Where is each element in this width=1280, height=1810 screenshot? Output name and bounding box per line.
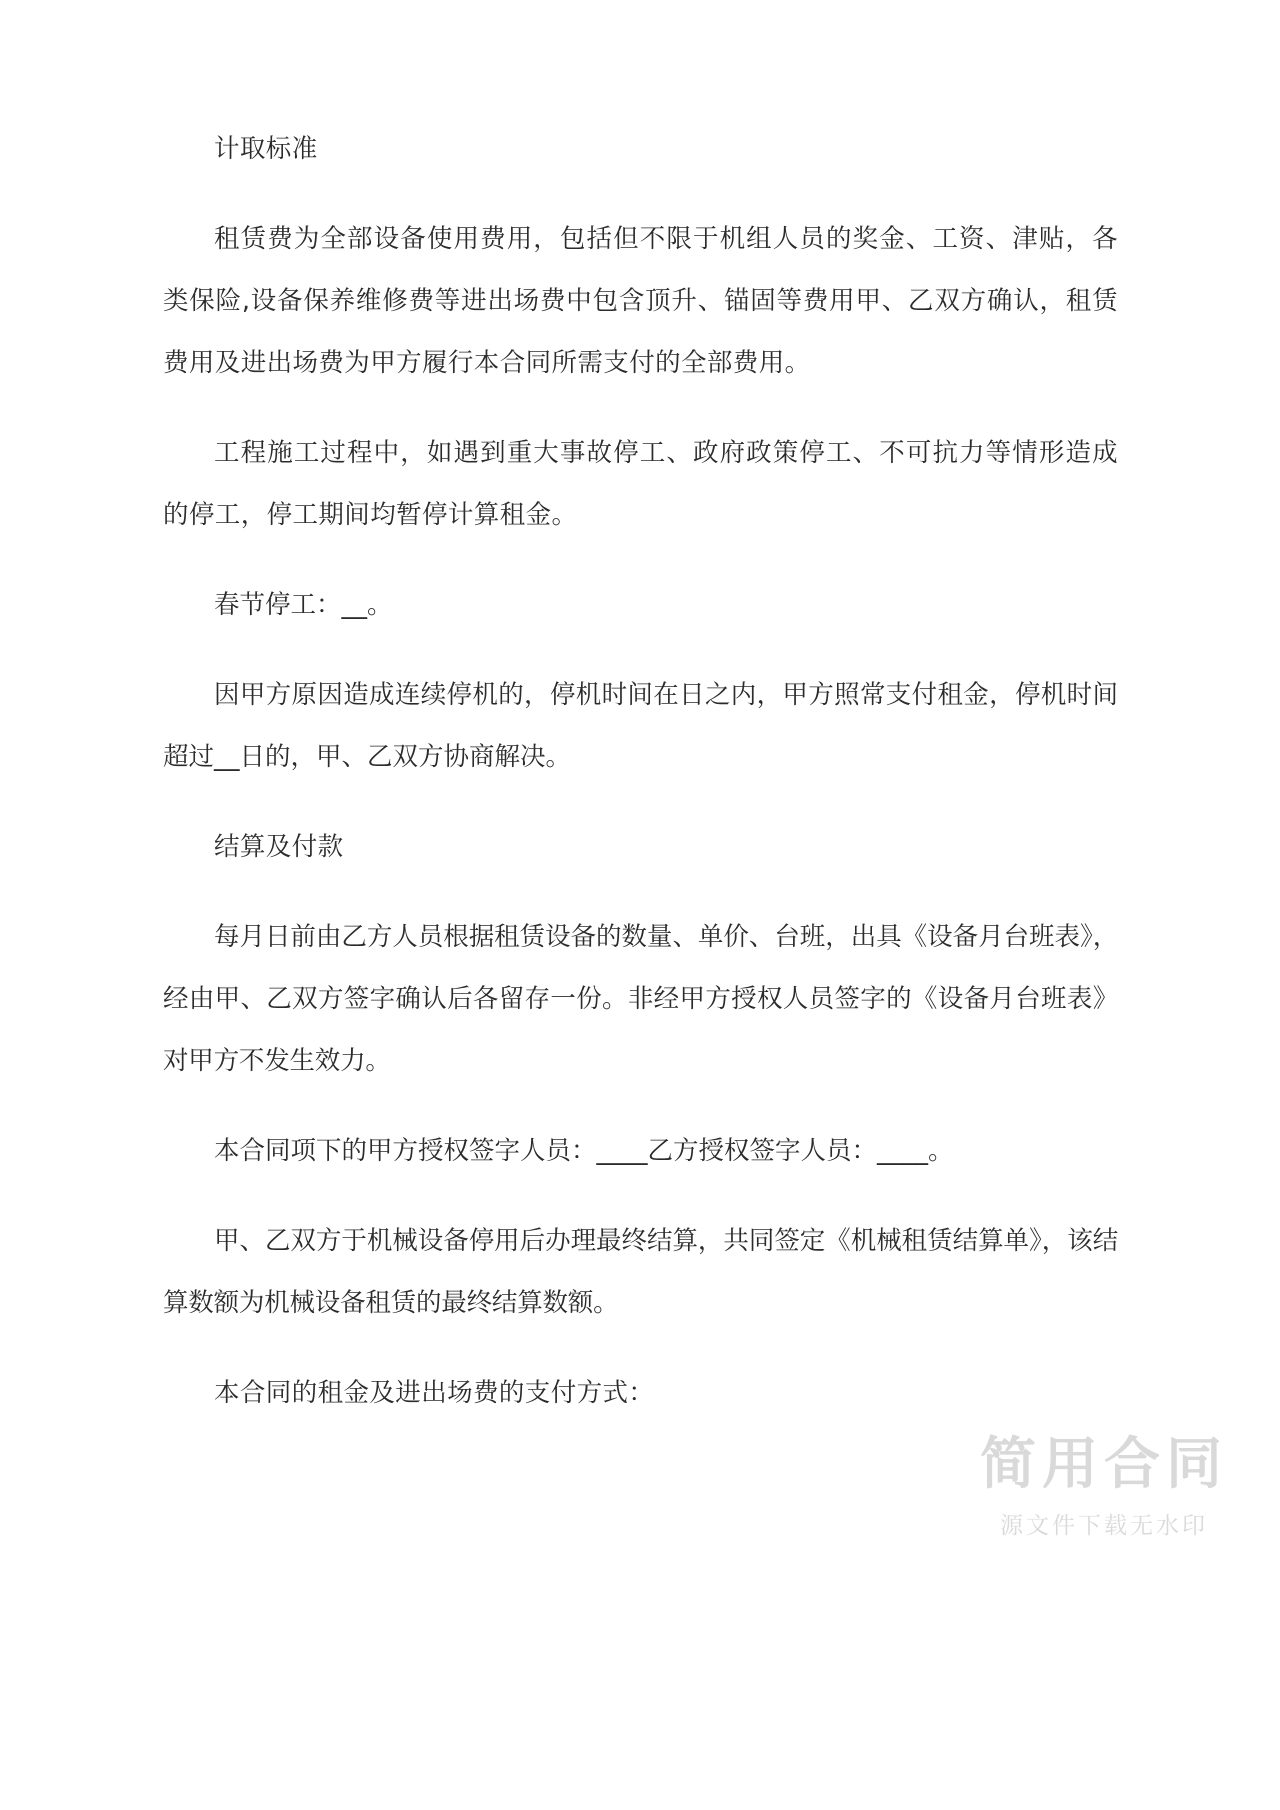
section-heading-settlement-and-payment: 结算及付款 bbox=[214, 832, 344, 862]
section-heading-calculation-standard: 计取标准 bbox=[214, 134, 318, 164]
paragraph-final-settlement: 甲、乙双方于机械设备停用后办理最终结算，共同签定《机械租赁结算单》，该结算数额为机械设备租赁的最终结算数额。 bbox=[163, 1226, 1118, 1318]
paragraph-rental-fee-scope: 租赁费为全部设备使用费用，包括但不限于机组人员的奖金、工资、津贴，各类保险,设备保养维修费等进出场费中包含顶升、锚固等费用甲、乙双方确认，租赁费用及进出场费为甲方履行本合同所需支付的全部费用。 bbox=[163, 224, 1118, 378]
paragraph-spring-festival-stoppage: 春节停工：__。 bbox=[214, 590, 393, 620]
paragraph-monthly-shift-sheet: 每月日前由乙方人员根据租赁设备的数量、单价、台班，出具《设备月台班表》，经由甲、乙双方签字确认后各留存一份。非经甲方授权人员签字的《设备月台班表》对甲方不发生效力。 bbox=[163, 922, 1118, 1076]
paragraph-payment-method: 本合同的租金及进出场费的支付方式： bbox=[214, 1378, 655, 1408]
paragraph-authorized-signatories: 本合同项下的甲方授权签字人员：____乙方授权签字人员：____。 bbox=[214, 1136, 954, 1166]
paragraph-work-stoppage: 工程施工过程中，如遇到重大事故停工、政府政策停工、不可抗力等情形造成的停工，停工期间均暂停计算租金。 bbox=[163, 438, 1118, 530]
paragraph-party-a-downtime: 因甲方原因造成连续停机的，停机时间在日之内，甲方照常支付租金，停机时间超过__日的，甲、乙双方协商解决。 bbox=[163, 680, 1118, 772]
watermark-brand-text: 简用合同 bbox=[980, 1431, 1228, 1497]
document-text-body bbox=[163, 118, 1118, 1452]
watermark-subtext: 源文件下载无水印 bbox=[1000, 1513, 1208, 1539]
